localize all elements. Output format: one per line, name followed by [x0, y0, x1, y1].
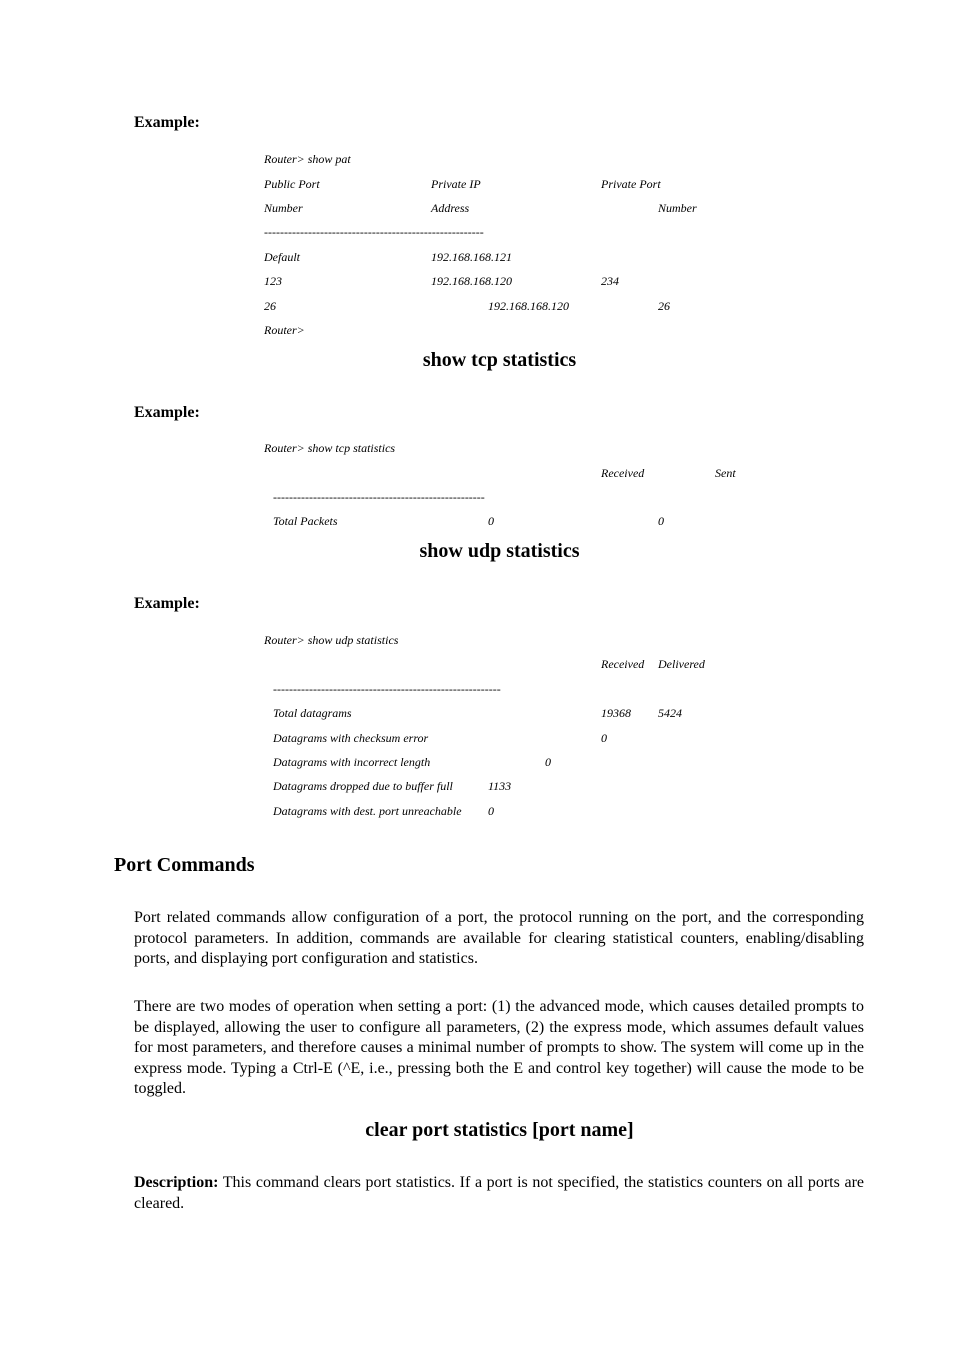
tcp-col-received: Received — [601, 466, 645, 480]
pat-row-1-ip: 192.168.168.121 — [431, 250, 512, 264]
clear-port-description — [134, 1173, 864, 1214]
tcp-separator: ----------------------------------------------------- — [273, 490, 485, 504]
udp-row-label: Datagrams with checksum error — [273, 731, 429, 745]
pat-header-private-ip: Private IP — [431, 177, 481, 191]
udp-prompt: Router> show udp statistics — [264, 633, 399, 647]
udp-row-value: 0 — [488, 804, 494, 818]
description-label: Description: — [134, 1174, 219, 1191]
tcp-row-label: Total Packets — [273, 514, 338, 528]
pat-header-public-port: Public Port — [264, 177, 320, 191]
udp-row-label: Datagrams dropped due to buffer full — [273, 779, 453, 793]
pat-header-private-port: Private Port — [601, 177, 661, 191]
pat-header-address: Address — [431, 201, 470, 215]
udp-col-delivered: Delivered — [658, 657, 705, 671]
port-commands-para-1: Port related commands allow configuration of a port, the protocol running on the port, and the corresponding protocol parameters. In addition, commands are available for clearing statistical counters, enabling/disabling ports, and displaying port configuration and statistics. — [134, 909, 864, 967]
pat-row-2-ip: 192.168.168.120 — [431, 274, 512, 288]
udp-row-value: 1133 — [488, 779, 512, 793]
pat-row-3-port: 26 — [264, 299, 276, 313]
pat-separator: ------------------------------------------------------- — [264, 225, 484, 239]
udp-row-label: Total datagrams — [273, 706, 352, 720]
pat-row-3-ip: 192.168.168.120 — [488, 299, 569, 313]
port-commands-heading: Port Commands — [114, 854, 255, 876]
port-commands-para-2: There are two modes of operation when setting a port: (1) the advanced mode, which causes detailed prompts to be displayed, allowing the user to configure all parameters, (2) the express mode, which assumes default values for most parameters, and therefore causes a minimal number of prompts to show. The system will come up in the express mode. Typing a Ctrl-E (^E, i.e., pressing both the E and control key together) will cause the mode to be toggled. — [134, 998, 864, 1097]
example-label: Example: — [134, 595, 200, 612]
udp-row-label: Datagrams with dest. port unreachable — [273, 804, 462, 818]
pat-header-number-2: Number — [658, 201, 697, 215]
udp-col-received: Received — [601, 657, 645, 671]
pat-end-prompt: Router> — [264, 323, 305, 337]
udp-row-value: 0 — [601, 731, 607, 745]
udp-row-label: Datagrams with incorrect length — [273, 755, 431, 769]
example-label: Example: — [134, 114, 200, 131]
pat-prompt: Router> show pat — [264, 152, 351, 166]
clear-port-heading: clear port statistics [port name] — [365, 1119, 634, 1141]
pat-header-number: Number — [264, 201, 303, 215]
tcp-row-received: 0 — [488, 514, 494, 528]
tcp-heading: show tcp statistics — [422, 349, 577, 371]
tcp-row-sent: 0 — [658, 514, 664, 528]
example-label: Example: — [134, 404, 200, 421]
pat-row-3-private-port: 26 — [658, 299, 670, 313]
tcp-prompt: Router> show tcp statistics — [264, 441, 396, 455]
udp-row-value-2: 5424 — [658, 706, 682, 720]
pat-row-2-port: 123 — [264, 274, 282, 288]
pat-row-2-private-port: 234 — [601, 274, 619, 288]
udp-row-value: 19368 — [601, 706, 631, 720]
pat-row-1-port: Default — [264, 250, 300, 264]
tcp-col-sent: Sent — [715, 466, 736, 480]
description-text: This command clears port statistics. If a port is not specified, the statistics counters on all ports are cleared. — [134, 1174, 864, 1212]
udp-row-value: 0 — [545, 755, 551, 769]
udp-heading: show udp statistics — [419, 540, 580, 562]
udp-separator: --------------------------------------------------------- — [273, 682, 501, 696]
